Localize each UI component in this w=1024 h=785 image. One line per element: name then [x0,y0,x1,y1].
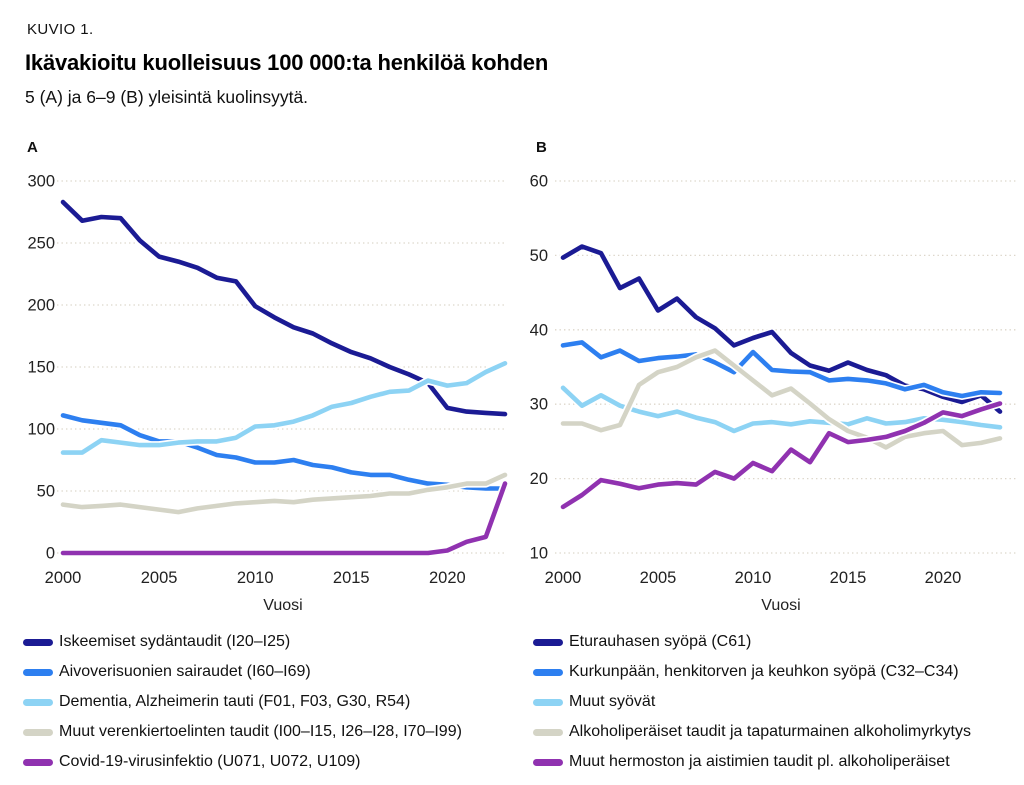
y-axis-tick-label: 30 [529,395,548,414]
x-axis-tick-label: 2020 [428,569,466,587]
y-axis-tick-label: 20 [529,470,548,489]
legend-label: Eturauhasen syöpä (C61) [569,633,752,650]
legend-item [23,657,462,687]
legend-label: Kurkunpään, henkitorven ja keuhkon syöpä (C32–C34) [569,663,959,680]
y-axis-tick-label: 150 [27,358,55,377]
legend-swatch [533,639,563,646]
legend-label: Covid-19-virusinfektio (U071, U072, U109) [59,753,361,770]
x-axis-tick-label: 2005 [639,569,677,587]
x-axis-tick-label: 2015 [829,569,867,587]
legend-label: Alkoholiperäiset taudit ja tapaturmainen alkoholimyrkytys [569,723,971,740]
legend-item [23,747,462,777]
legend-item [23,717,462,747]
legend-item [23,627,462,657]
legend-label: Muut hermoston ja aistimien taudit pl. alkoholiperäiset [569,753,950,770]
legend-swatch [23,639,53,646]
y-axis-tick-label: 10 [529,544,548,563]
legend-swatch [23,729,53,736]
y-axis-tick-label: 50 [36,482,55,501]
legend-swatch [533,699,563,706]
x-axis-tick-label: 2005 [140,569,178,587]
figure-subtitle: 5 (A) ja 6–9 (B) yleisintä kuolinsyytä. [25,87,309,107]
legend-item [533,657,971,687]
legend-item [23,687,462,717]
y-axis-tick-label: 40 [529,321,548,340]
legend-item [533,717,971,747]
y-axis-tick-label: 300 [27,172,55,191]
y-axis-tick-label: 60 [529,172,548,191]
legend-swatch [23,669,53,676]
x-axis-tick-label: 2000 [544,569,582,587]
series-line-0-4 [63,484,505,553]
legend-swatch [533,669,563,676]
legend-swatch [23,699,53,706]
series-line-halo [63,363,505,452]
legend-swatch [23,759,53,766]
legend-item [533,627,971,657]
x-axis-tick-label: 2020 [924,569,962,587]
series-line-0-2 [63,363,505,452]
legend-label: Muut syövät [569,693,656,710]
x-axis-title: Vuosi [263,597,303,614]
legend-item [533,747,971,777]
figure-kicker: KUVIO 1. [27,21,94,38]
legend-panel-b [533,627,971,777]
legend-swatch [533,729,563,736]
legend-label: Muut verenkiertoelinten taudit (I00–I15, I26–I28, I70–I99) [59,723,462,740]
y-axis-tick-label: 200 [27,296,55,315]
x-axis-tick-label: 2000 [44,569,82,587]
panel-label-b: B [536,139,547,156]
x-axis-tick-label: 2010 [236,569,274,587]
y-axis-tick-label: 250 [27,234,55,253]
series-line-halo [63,484,505,553]
legend-panel-a [23,627,462,777]
y-axis-tick-label: 100 [27,420,55,439]
legend-swatch [533,759,563,766]
legend-label: Dementia, Alzheimerin tauti (F01, F03, G30, R54) [59,693,411,710]
legend-item [533,687,971,717]
legend-label: Iskeemiset sydäntaudit (I20–I25) [59,633,291,650]
legend-label: Aivoverisuonien sairaudet (I60–I69) [59,663,311,680]
x-axis-title: Vuosi [761,597,801,614]
y-axis-tick-label: 50 [529,246,548,265]
x-axis-tick-label: 2010 [734,569,772,587]
y-axis-tick-label: 0 [45,544,55,563]
x-axis-tick-label: 2015 [332,569,370,587]
figure-title: Ikävakioitu kuolleisuus 100 000:ta henkilöä kohden [25,50,549,75]
panel-label-a: A [27,139,38,156]
